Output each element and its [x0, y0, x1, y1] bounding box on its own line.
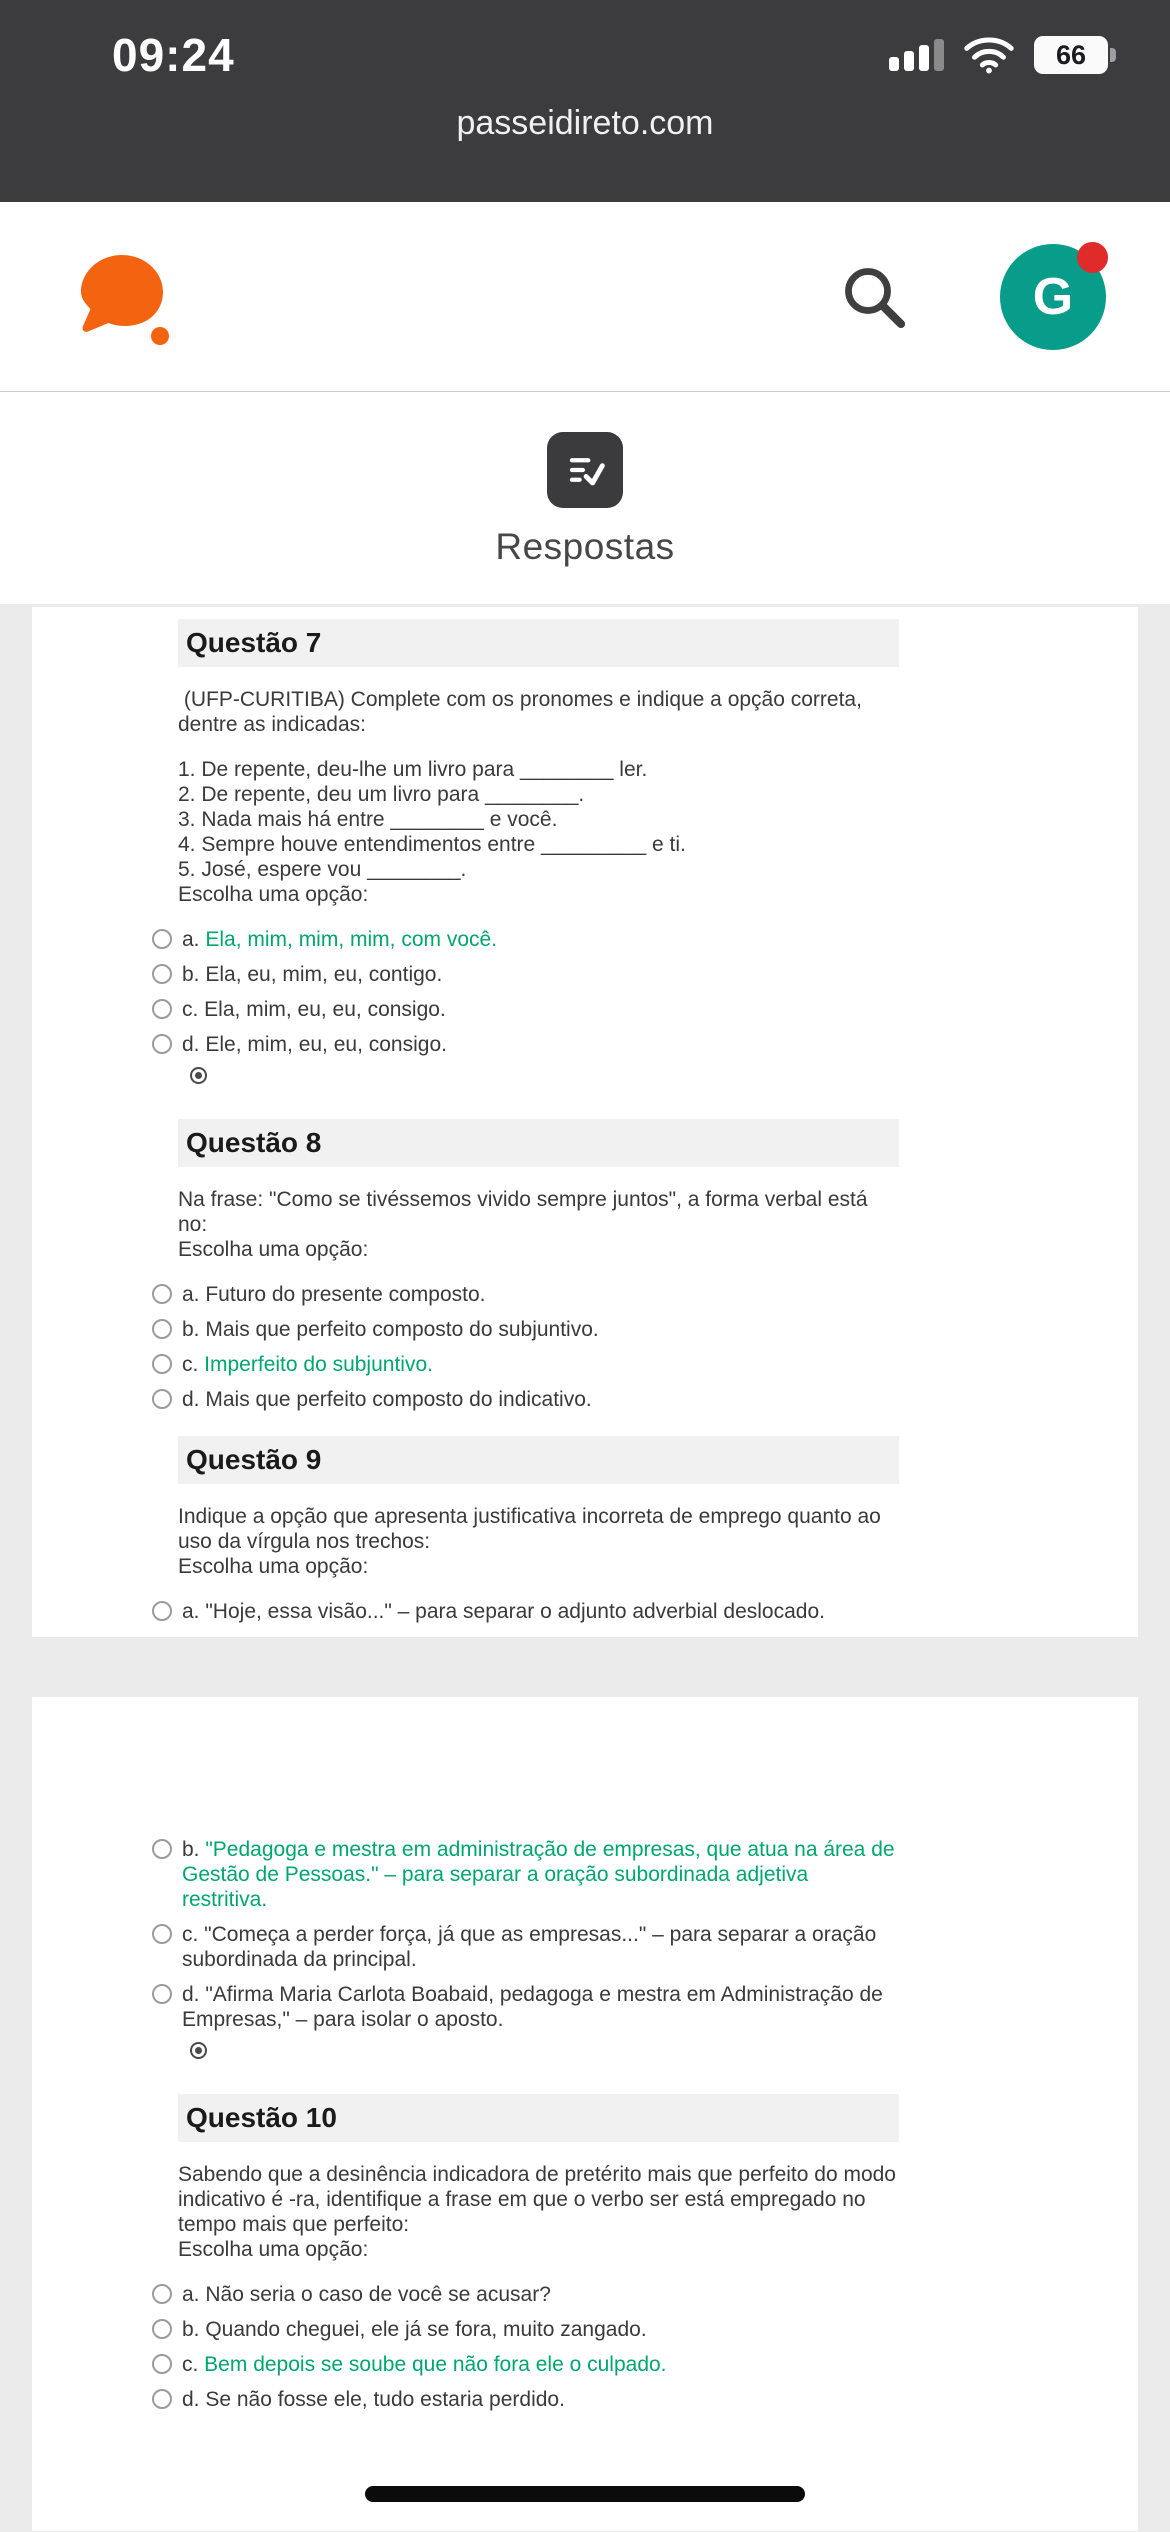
option-label [182, 1352, 899, 1377]
answer-option[interactable] [178, 1387, 899, 1412]
option-label [182, 1282, 899, 1307]
answer-option[interactable] [178, 927, 899, 952]
answer-option[interactable] [178, 2282, 899, 2307]
option-text: Ela, mim, mim, mim, com você. [199, 928, 498, 951]
option-letter: c. [182, 1353, 199, 1376]
option-text: Quando cheguei, ele já se fora, muito zangado. [199, 2318, 647, 2341]
option-text: Imperfeito do subjuntivo. [198, 1353, 433, 1376]
option-label [182, 1032, 899, 1057]
option-letter: d. [182, 1033, 200, 1056]
option-text: Mais que perfeito composto do subjuntivo. [199, 1318, 599, 1341]
answer-option[interactable] [178, 1922, 899, 1972]
question-block [178, 1436, 899, 1624]
question-text-group [178, 687, 899, 737]
question-text-line: 4. Sempre houve entendimentos entre _________ e ti. [178, 833, 686, 856]
question-text-line: Na frase: "Como se tivéssemos vivido sempre juntos", a forma verbal está no: [178, 1188, 874, 1236]
radio-icon[interactable] [152, 1034, 172, 1054]
radio-icon[interactable] [152, 2354, 172, 2374]
home-indicator[interactable] [365, 2486, 805, 2502]
radio-icon[interactable] [152, 2319, 172, 2339]
radio-icon[interactable] [152, 1984, 172, 2004]
option-label [182, 2352, 899, 2377]
question-text-line: Escolha uma opção: [178, 883, 369, 906]
option-letter: c. [182, 998, 199, 1021]
question-text-line: 2. De repente, deu um livro para ________. [178, 783, 585, 806]
option-text: Ele, mim, eu, eu, consigo. [199, 1033, 447, 1056]
option-label [182, 927, 899, 952]
battery-indicator [1034, 36, 1108, 74]
option-text: Mais que perfeito composto do indicativo. [199, 1388, 592, 1411]
option-letter: a. [182, 928, 200, 951]
answer-option[interactable] [178, 2387, 899, 2412]
status-icons [889, 35, 1108, 75]
option-letter: d. [182, 2388, 200, 2411]
option-text: Ela, mim, eu, eu, consigo. [198, 998, 446, 1021]
radio-icon[interactable] [152, 1284, 172, 1304]
question-block [178, 1119, 899, 1412]
answer-option[interactable] [178, 962, 899, 987]
option-text: "Pedagoga e mestra em administração de empresas, que atua na área de Gestão de Pessoas." – para separar a oração subordinada adjetiva restritiva. [182, 1838, 901, 1911]
question-text-group [178, 1187, 899, 1262]
radio-icon[interactable] [152, 1319, 172, 1339]
answer-option[interactable] [178, 2352, 899, 2377]
notification-dot [1077, 242, 1108, 273]
answers-card [32, 1697, 1138, 2531]
answer-option[interactable] [178, 1352, 899, 1377]
selected-radio-icon [190, 2042, 207, 2059]
option-letter: d. [182, 1388, 200, 1411]
cards-container [0, 607, 1170, 2531]
option-text: Futuro do presente composto. [199, 1283, 486, 1306]
answer-option[interactable] [178, 1032, 899, 1057]
option-label [182, 1922, 899, 1972]
option-text: Ela, eu, mim, eu, contigo. [199, 963, 443, 986]
option-label [182, 1599, 899, 1624]
option-text: "Afirma Maria Carlota Boabaid, pedagoga e mestra em Administração de Empresas," – para isolar o aposto. [182, 1983, 889, 2031]
status-row [0, 0, 1170, 82]
option-label [182, 1317, 899, 1342]
wifi-icon [962, 35, 1016, 75]
radio-icon[interactable] [152, 1354, 172, 1374]
option-label [182, 997, 899, 1022]
option-label [182, 1837, 899, 1912]
radio-icon[interactable] [152, 1601, 172, 1621]
site-header [0, 202, 1170, 392]
radio-icon[interactable] [152, 929, 172, 949]
question-header: Questão 8 [178, 1119, 899, 1167]
answer-option[interactable] [178, 1282, 899, 1307]
option-letter: c. [182, 2353, 199, 2376]
option-letter: c. [182, 1923, 199, 1946]
answer-option[interactable] [178, 1599, 899, 1624]
radio-icon[interactable] [152, 2389, 172, 2409]
option-letter: b. [182, 1318, 200, 1341]
question-block [178, 1837, 899, 2070]
option-label [182, 2387, 899, 2412]
radio-icon[interactable] [152, 999, 172, 1019]
option-text: "Hoje, essa visão..." – para separar o adjunto adverbial deslocado. [199, 1600, 825, 1623]
question-text-line: Escolha uma opção: [178, 2238, 369, 2261]
question-text-line: Indique a opção que apresenta justificativa incorreta de emprego quanto ao uso da vírgula nos trechos: [178, 1505, 887, 1553]
answer-option[interactable] [178, 1837, 899, 1912]
browser-address-bar[interactable]: passeidireto.com [456, 104, 714, 142]
radio-icon[interactable] [152, 2284, 172, 2304]
question-text-line: 5. José, espere vou ________. [178, 858, 467, 881]
option-label [182, 1982, 899, 2032]
question-header: Questão 9 [178, 1436, 899, 1484]
option-label [182, 2317, 899, 2342]
option-letter: b. [182, 963, 200, 986]
logo-icon [72, 247, 172, 347]
passei-direto-logo[interactable] [72, 247, 172, 347]
option-letter: b. [182, 1838, 200, 1861]
question-text-line: Sabendo que a desinência indicadora de pretérito mais que perfeito do modo indicativo é -ra, identifique a frase em que o verbo ser está empregado no tempo mais que perfeito: [178, 2163, 902, 2236]
battery-percent-text: 66 [1055, 39, 1087, 70]
radio-icon[interactable] [152, 1839, 172, 1859]
radio-icon[interactable] [152, 964, 172, 984]
search-button[interactable] [838, 261, 910, 333]
option-text: Não seria o caso de você se acusar? [199, 2283, 551, 2306]
question-text-group [178, 757, 899, 907]
question-text-group [178, 1504, 899, 1579]
cellular-signal-icon [889, 39, 944, 71]
option-letter: b. [182, 2318, 200, 2341]
answer-option[interactable] [178, 1317, 899, 1342]
option-letter: a. [182, 1600, 200, 1623]
search-icon [838, 261, 910, 333]
option-text: "Começa a perder força, já que as empresas..." – para separar a oração subordinada da principal. [182, 1923, 883, 1971]
option-letter: d. [182, 1983, 200, 2006]
question-block [178, 2094, 902, 2412]
avatar-letter: G [1032, 267, 1074, 326]
option-letter: a. [182, 2283, 200, 2306]
answers-section-header [0, 392, 1170, 604]
question-text-group [178, 2162, 902, 2262]
option-label [182, 1387, 899, 1412]
page-title: Respostas [495, 526, 675, 567]
radio-icon[interactable] [152, 1389, 172, 1409]
question-header: Questão 10 [178, 2094, 899, 2142]
radio-icon[interactable] [152, 1924, 172, 1944]
status-bar [0, 0, 1170, 202]
option-label [182, 962, 899, 987]
answers-card [32, 607, 1138, 1637]
question-header: Questão 7 [178, 619, 899, 667]
question-text-line: (UFP-CURITIBA) Complete com os pronomes e indique a opção correta, dentre as indicadas: [178, 688, 868, 736]
question-text-line: Escolha uma opção: [178, 1238, 369, 1261]
selected-radio-icon [190, 1067, 207, 1084]
clock-text: 09:24 [112, 29, 235, 81]
option-text: Bem depois se soube que não fora ele o culpado. [198, 2353, 667, 2376]
option-text: Se não fosse ele, tudo estaria perdido. [199, 2388, 565, 2411]
answers-checklist-icon [547, 432, 623, 508]
answer-option[interactable] [178, 2317, 899, 2342]
question-text-line: 1. De repente, deu-lhe um livro para ________ ler. [178, 758, 648, 781]
option-label [182, 2282, 899, 2307]
answer-option[interactable] [178, 997, 899, 1022]
answer-option[interactable] [178, 1982, 899, 2032]
question-text-line: 3. Nada mais há entre ________ e você. [178, 808, 558, 831]
option-letter: a. [182, 1283, 200, 1306]
question-text-line: Escolha uma opção: [178, 1555, 369, 1578]
user-avatar[interactable] [1000, 244, 1106, 350]
question-block [178, 619, 899, 1095]
